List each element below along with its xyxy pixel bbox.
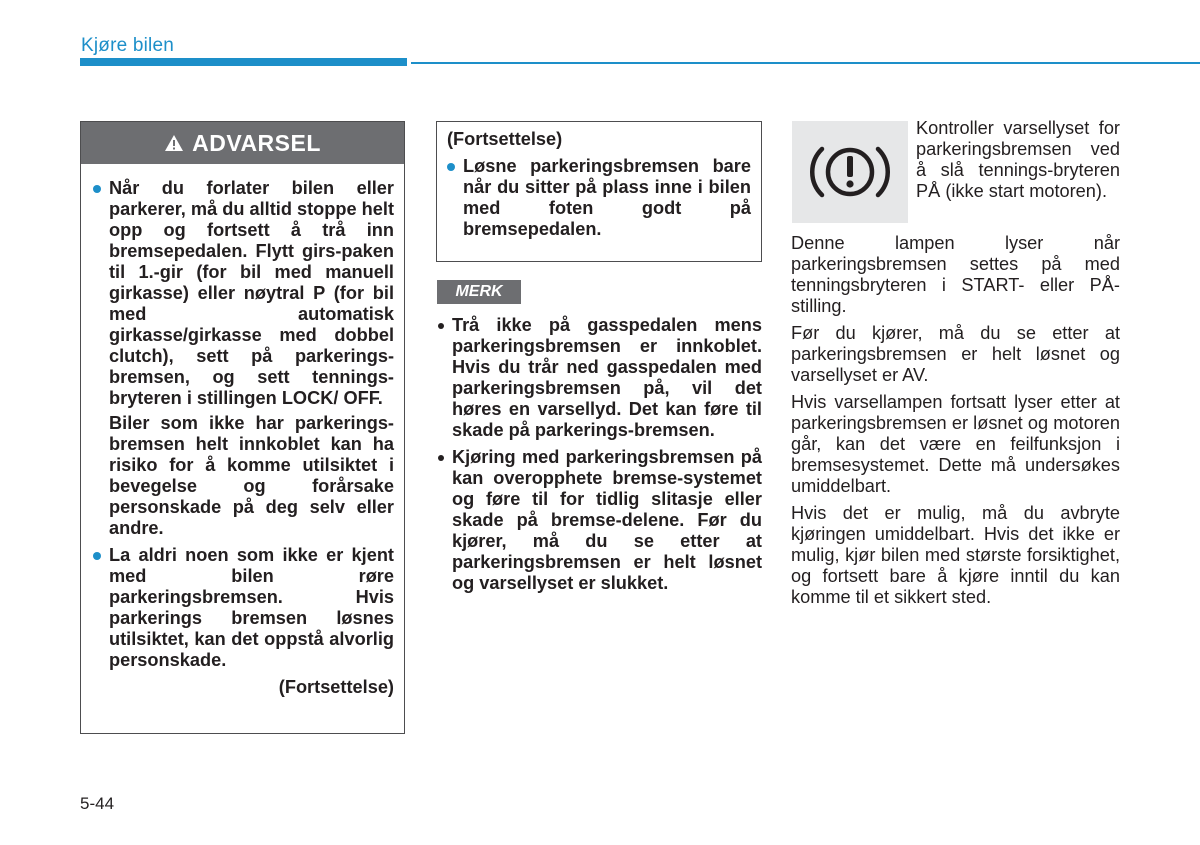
continuation-heading: (Fortsettelse) bbox=[447, 129, 563, 149]
section-title: Kjøre bilen bbox=[81, 35, 175, 56]
continuation-box bbox=[436, 121, 762, 262]
right-paragraph-4: Hvis det er mulig, må du avbryte kjøringen umiddelbart. Hvis det ikke er mulig, kjør bilen med største forsiktighet, og fortsett bare å kjøre inntil du kan komme til et sikkert sted. bbox=[791, 503, 1120, 607]
right-paragraph-3: Hvis varsellampen fortsatt lyser etter at parkeringsbremsen er løsnet og motoren går, kan det være en feilfunksjon i bremsesystemet. Dette må undersøkes umiddelbart. bbox=[791, 392, 1120, 496]
note-bullet-2: Kjøring med parkeringsbremsen på kan overopphete bremse-systemet og føre til for tidlig slitasje eller skade på bremse-delene. Før du kjører, må du se etter at parkeringsbremsen er helt løsnet og varsellyset er slukket. bbox=[436, 447, 762, 594]
right-column bbox=[791, 233, 1120, 614]
warning-paragraph: Biler som ikke har parkerings-bremsen helt innkoblet kan ha risiko for å komme utilsiktet i bevegelse og forårsake personskade på deg selv eller andre. bbox=[109, 413, 394, 538]
warning-triangle-icon bbox=[164, 134, 184, 152]
right-paragraph-1: Denne lampen lyser når parkeringsbremsen settes på med tenningsbryteren i START- eller PÅ-stilling. bbox=[791, 233, 1120, 316]
note-list bbox=[436, 315, 762, 600]
warning-bullet-1: Når du forlater bilen eller parkerer, må du alltid stoppe helt opp og fortsett å trå inn bremsepedalen. Flytt girs-paken til 1.-gir (for bil med manuell girkasse) eller nøytral P (for bil med automatisk girkasse/girkasse med dobbel clutch), sett på parkerings-bremsen, og sett tennings-bryteren i stillingen LOCK/ OFF. bbox=[93, 178, 394, 409]
note-label: MERK bbox=[437, 280, 521, 304]
warning-bullet-2: La aldri noen som ikke er kjent med bilen røre parkeringsbremsen. Hvis parkerings bremsen løsnes utilsiktet, kan det oppstå alvorlig personskade. bbox=[93, 545, 394, 671]
warning-box bbox=[80, 121, 405, 734]
right-paragraph-2: Før du kjører, må du se etter at parkeringsbremsen er helt løsnet og varsellyset er AV. bbox=[791, 323, 1120, 385]
warning-title: ADVARSEL bbox=[192, 129, 321, 156]
warning-continued: (Fortsettelse) bbox=[278, 677, 394, 697]
note-bullet-1: Trå ikke på gasspedalen mens parkeringsbremsen er innkoblet. Hvis du trår ned gasspedalen med parkeringsbremsen på, vil det høres en varsellyd. Det kan føre til skade på parkerings-bremsen. bbox=[436, 315, 762, 441]
page-number: 5-44 bbox=[80, 794, 115, 813]
continuation-bullet: Løsne parkeringsbremsen bare når du sitter på plass inne i bilen med foten godt på bremsepedalen. bbox=[447, 156, 751, 240]
warning-header bbox=[81, 122, 404, 164]
header-rule-thin bbox=[411, 62, 1200, 64]
parking-brake-warning-icon bbox=[792, 121, 908, 223]
header-rule-thick bbox=[80, 58, 407, 66]
lamp-description: Kontroller varsellyset for parkeringsbremsen ved å slå tennings-bryteren PÅ (ikke start motoren). bbox=[916, 118, 1120, 201]
